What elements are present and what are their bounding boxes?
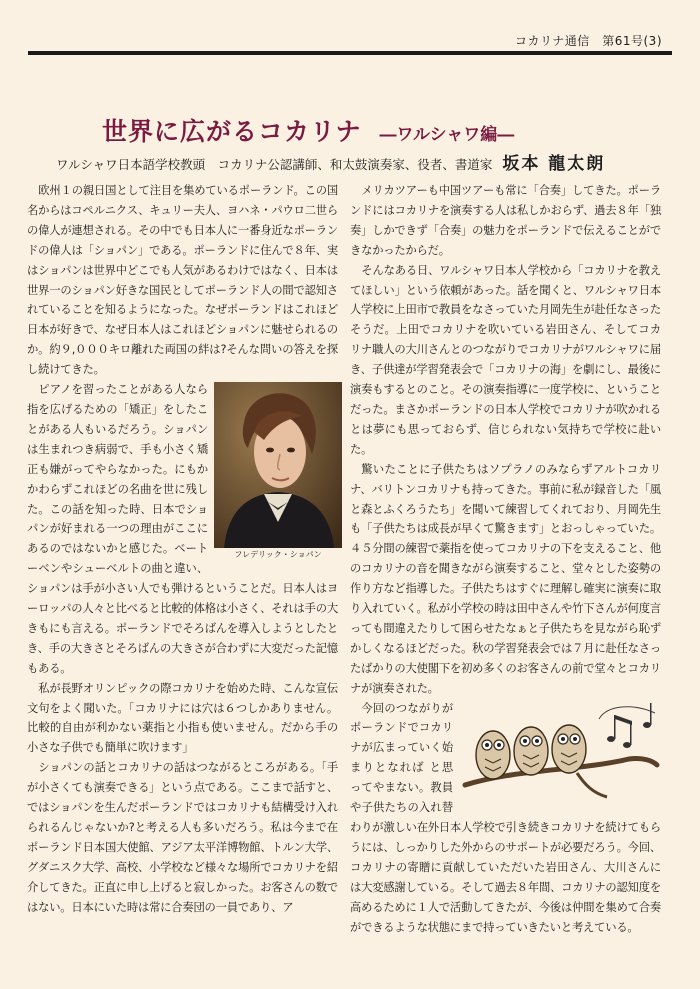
owl-icon [457, 699, 667, 807]
article-title [102, 112, 514, 148]
author-name: 坂本 龍太朗 [502, 154, 606, 174]
issue-header: コカリナ通信 第61号(3) [514, 34, 662, 48]
paragraph: そんなある日、ワルシャワ日本人学校から「コカリナを教えてほしい」という依頼があった。話を聞くと、ワルシャワ日本人学校に上田市で教員をなさっていた月岡先生が赴任なさったそうだ。上田でコカリナを吹いている岩田さん、そしてコカリナ職人の大川さんとのつながりでコカリナがワルシャワに届き、子供達が学習発表会で「コカリナの海」を劇にし、最後に演奏もするとのこと。その演奏指導に一度学校に、ということだった。まさかポーランドの日本人学校でコカリナが吹かれるとは夢にも思っておらず、信じられない気持ちで学校に赴いた。 [350, 263, 661, 456]
paragraph: 驚いたことに子供たちはソプラノのみならずアルトコカリナ、バリトンコカリナも持ってきた。事前に私が録音した「風と森とふくろうたち」を聞いて練習してくれており、月岡先生も「子供たちは成長が早くて驚きます」とおっしゃっていた。４５分間の練習で薬指を使ってコカリナの下を支えること、他のコカリナの音を聞きながら演奏すること、堂々とした姿勢の作り方など指導した。子供たちはすぐに理解し確実に演奏に取り入れていく。私が小学校の時は田中さんや竹下さんが何度言っても間違えたりして困らせたなぁと子供たちを見ながら恥ずかしくなるほどだった。秋の学習発表会では７月に赴任なさったばかりの大使閣下を初め多くのお客さんの前で堂々とコカリナが演奏された。 [350, 462, 661, 695]
author-credentials: ワルシャワ日本語学校教頭 コカリナ公認講師、和太鼓演奏家、役者、書道家 [56, 157, 493, 172]
title-text: 世界に広がるコカリナ [102, 117, 362, 146]
portrait-caption: フレデリック・ショパン [234, 550, 322, 560]
paragraph: ピアノを習ったことがある人なら指を広げるための「矯正」をしたことがある人もいるだろう。ショパンは生まれつき病弱で、手も小さく矯正も嫌がってやらなかった。にもかかわらずこれほどの名曲を世に残した。この話を知った時、日本でショパンが好まれる一つの理由がここにあるのではないかと感じた。ベートーベンやシューベルトの曲と違い、ショパンは手が小さい人でも弾けるということだ。日本人はヨーロッパの人々と比べると比較的体格は小さく、それは手の大きもにも言える。ポーランドでそろばんを導入しようとしたとき、手の大きさとそろばんの大きさが合わずに大変だった記憶もある。 [27, 383, 338, 675]
paragraph: ショパンの話とコカリナの話はつながるところがある。「手が小さくても演奏できる」という点である。ここまで話すと、ではショパンを生んだポーランドではコカリナも結構受け入れられるんじゃないか?と考える人も多いだろう。私は今まで在ポーランド日本国大使館、アジア太平洋博物館、トルン大学、グダニスク大学、高校、小学校など様々な場所でコカリナを紹介してきた。正直に申し上げると寂しかった。お客さんの数ではない。日本にいた時は常に合奏団の一員であり、ア [27, 761, 338, 914]
paragraph: 私が長野オリンピックの際コカリナを始めた時、こんな宣伝文句をよく聞いた。「コカリナには穴は６つしかありません。比較的自由が利かない薬指と小指も使いません。だから手の小さな子供でも簡単に吹けます」 [27, 681, 338, 755]
music-notes [607, 703, 652, 748]
left-column [27, 181, 338, 918]
paragraph: 欧州１の親日国として注目を集めているポーランド。この国名からはコペルニクス、キュリー夫人、ヨハネ・パウロ二世らの偉人が連想される。その中でも日本人に一番身近なポーランドの偉人は「ショパン」である。ポーランドに住んで８年、実はショパンは世界中どこでも人気があるわけではなく、日本は世界一のショパン好きな国民としてポーランド人の間で認知されていることを知るようになった。なぜポーランドはこれほど日本が好きで、なぜ日本人はこれほどショパンに魅せられるのか。約９,０００キロ離れた両国の絆は?そんな問いの答えを探し続けてきた。 [27, 184, 338, 377]
chopin-portrait [214, 382, 342, 560]
paragraph: メリカツアーも中国ツアーも常に「合奏」してきた。ポーランドにはコカリナを演奏する人は私しかおらず、過去８年「独奏」しかできず「合奏」の魅力をポーランドで伝えることができなかったからだ。 [350, 184, 661, 257]
owls-illustration [457, 699, 667, 807]
article-subtitle: ―ワルシャワ編― [379, 125, 515, 145]
paragraph: 今回のつながりがポーランドでコカリナが広まっていく始まりとなれば と思ってやまない。教員や子供たちの入れ替わりが激しい在外日本人学校で引き続きコカリナを続けてもらうには、しっかりした外からのサポートが必要だろう。今回、コカリナの寄贈に貢献していただいた岩田さん、大川さんには大変感謝している。そして過去８年間、コカリナの認知度を高めるために１人で活動してきたが、今後は仲間を集めて合奏ができるような状態にまで持っていきたいと考えている。 [350, 701, 661, 934]
byline [56, 149, 605, 174]
right-column [350, 181, 661, 937]
header-rule [28, 51, 672, 55]
portrait-image [214, 382, 342, 548]
